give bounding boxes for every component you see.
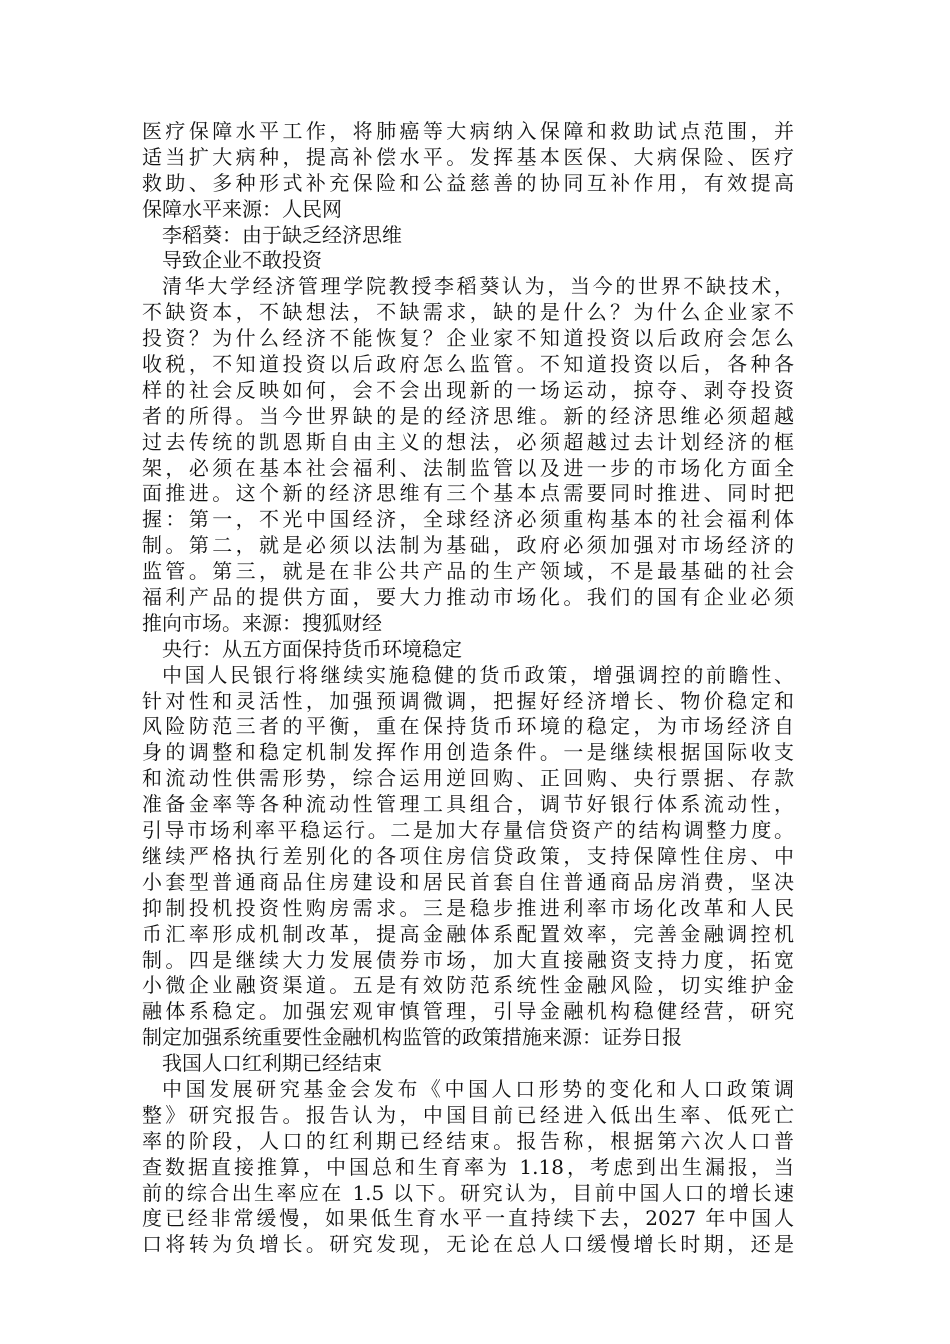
text-line: 投资？为什么经济不能恢复？企业家不知道投资以后政府会怎么 (142, 326, 794, 351)
text-line: 制。第二，就是必须以法制为基础，政府必须加强对市场经济的 (142, 533, 794, 558)
text-line: 不缺资本，不缺想法，不缺需求，缺的是什么？为什么企业家不 (142, 300, 794, 325)
text-line: 中国发展研究基金会发布《中国人口形势的变化和人口政策调 (162, 1076, 794, 1101)
text-line: 前的综合出生率应在 1.5 以下。研究认为，目前中国人口的增长速 (142, 1180, 794, 1205)
text-line: 融体系稳定。加强宏观审慎管理，引导金融机构稳健经营，研究 (142, 999, 794, 1024)
text-line: 握：第一，不光中国经济，全球经济必须重构基本的社会福利体 (142, 507, 794, 532)
text-line: 保障水平来源：人民网 (142, 196, 342, 221)
text-line: 度已经非常缓慢，如果低生育水平一直持续下去，2027 年中国人 (142, 1206, 794, 1231)
text-line: 准备金率等各种流动性管理工具组合，调节好银行体系流动性， (142, 792, 794, 817)
text-line: 查数据直接推算，中国总和生育率为 1.18，考虑到出生漏报，当 (142, 1154, 794, 1179)
text-line: 医疗保障水平工作，将肺癌等大病纳入保障和救助试点范围，并 (142, 119, 794, 143)
text-line: 引导市场利率平稳运行。二是加大存量信贷资产的结构调整力度。 (142, 818, 794, 843)
paragraph (142, 119, 794, 223)
text-line: 收税，不知道投资以后政府怎么监管。不知道投资以后，各种各 (142, 352, 794, 377)
paragraph (142, 274, 794, 636)
text-line: 者的所得。当今世界缺的是的经济思维。新的经济思维必须超越 (142, 403, 794, 428)
text-line: 面推进。这个新的经济思维有三个基本点需要同时推进、同时把 (142, 481, 794, 506)
section-heading: 李稻葵：由于缺乏经济思维 (162, 222, 402, 247)
text-line: 架，必须在基本社会福利、法制监管以及进一步的市场化方面全 (142, 455, 794, 480)
text-line: 样的社会反映如何，会不会出现新的一场运动，掠夺、剥夺投资 (142, 377, 794, 402)
text-line: 推向市场。来源：搜狐财经 (142, 610, 382, 635)
text-line: 适当扩大病种，提高补偿水平。发挥基本医保、大病保险、医疗 (142, 144, 794, 169)
text-line: 小微企业融资渠道。五是有效防范系统性金融风险，切实维护金 (142, 973, 794, 998)
text-line: 制定加强系统重要性金融机构监管的政策措施来源：证券日报 (142, 1025, 682, 1050)
text-line: 小套型普通商品住房建设和居民首套自住普通商品房消费，坚决 (142, 869, 794, 894)
text-line: 继续严格执行差别化的各项住房信贷政策，支持保障性住房、中 (142, 843, 794, 868)
text-line: 福利产品的提供方面，要大力推动市场化。我们的国有企业必须 (142, 585, 794, 610)
text-line: 监管。第三，就是在非公共产品的生产领域，不是最基础的社会 (142, 559, 794, 584)
paragraph (142, 1077, 794, 1258)
text-line: 针对性和灵活性，加强预调微调，把握好经济增长、物价稳定和 (142, 688, 794, 713)
section-heading: 我国人口红利期已经结束 (162, 1051, 382, 1076)
text-line: 和流动性供需形势，综合运用逆回购、正回购、央行票据、存款 (142, 766, 794, 791)
section-heading: 导致企业不敢投资 (162, 248, 322, 273)
text-line: 救助、多种形式补充保险和公益慈善的协同互补作用，有效提高 (142, 170, 794, 195)
document-body (142, 119, 794, 1258)
section-heading: 央行：从五方面保持货币环境稳定 (162, 636, 462, 661)
text-line: 风险防范三者的平衡，重在保持货币环境的稳定，为市场经济自 (142, 714, 794, 739)
text-line: 抑制投机投资性购房需求。三是稳步推进利率市场化改革和人民 (142, 895, 794, 920)
text-line: 身的调整和稳定机制发挥作用创造条件。一是继续根据国际收支 (142, 740, 794, 765)
text-line: 过去传统的凯恩斯自由主义的想法，必须超越过去计划经济的框 (142, 429, 794, 454)
text-line: 清华大学经济管理学院教授李稻葵认为，当今的世界不缺技术， (162, 274, 794, 299)
text-line: 币汇率形成机制改革，提高金融体系配置效率，完善金融调控机 (142, 921, 794, 946)
text-line: 口将转为负增长。研究发现，无论在总人口缓慢增长时期，还是 (142, 1232, 794, 1257)
paragraph (142, 663, 794, 1051)
text-line: 制。四是继续大力发展债券市场，加大直接融资支持力度，拓宽 (142, 947, 794, 972)
text-line: 中国人民银行将继续实施稳健的货币政策，增强调控的前瞻性、 (162, 662, 794, 687)
text-line: 率的阶段，人口的红利期已经结束。报告称，根据第六次人口普 (142, 1128, 794, 1153)
text-line: 整》研究报告。报告认为，中国目前已经进入低出生率、低死亡 (142, 1102, 794, 1127)
